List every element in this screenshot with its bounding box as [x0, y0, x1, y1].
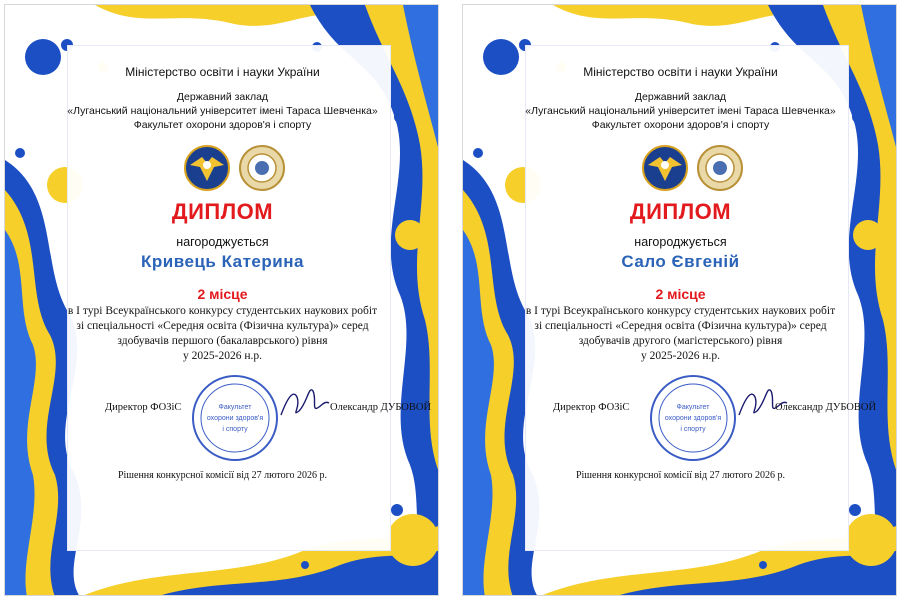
ministry-name: Міністерство освіти і науки України — [583, 65, 778, 79]
faculty-name: Факультет охорони здоров'я і спорту — [591, 119, 770, 131]
director-title: Директор ФОЗіС — [105, 402, 182, 413]
university-name: «Луганський національний університет імені Тараса Шевченка» — [67, 105, 378, 117]
faculty-stamp-icon — [190, 373, 280, 463]
recipient-name: Кривець Катерина — [141, 252, 304, 271]
stamp-text-2: охорони здоров'я — [206, 415, 264, 422]
diploma-card — [4, 4, 439, 596]
faculty-stamp-icon — [648, 373, 738, 463]
faculty-emblem-icon — [240, 146, 284, 190]
awarded-label: нагороджується — [634, 235, 727, 249]
diploma-title: ДИПЛОМ — [171, 199, 274, 224]
director-name: Олександр ДУБОВОЙ — [330, 402, 432, 413]
commission-decision: Рішення конкурсної комісії від 27 лютого 2026 р. — [117, 470, 328, 481]
place-label: 2 місце — [655, 286, 706, 302]
stamp-text-3: і спорту — [680, 426, 706, 433]
stamp-text-1: Факультет — [676, 404, 710, 411]
institution-type: Державний заклад — [176, 91, 269, 103]
diploma-card — [462, 4, 897, 596]
faculty-emblem-icon — [698, 146, 742, 190]
award-text-line-3: здобувачів другого (магістерського) рівня — [578, 335, 783, 347]
university-emblem-icon — [643, 146, 687, 190]
director-title: Директор ФОЗіС — [553, 402, 630, 413]
place-label: 2 місце — [197, 286, 248, 302]
faculty-name: Факультет охорони здоров'я і спорту — [133, 119, 312, 131]
director-name: Олександр ДУБОВОЙ — [775, 402, 877, 413]
award-text-line-1: в І турі Всеукраїнського конкурсу студентських наукових робіт — [525, 305, 836, 317]
ministry-name: Міністерство освіти і науки України — [125, 65, 320, 79]
award-text-line-2: зі спеціальності «Середня освіта (Фізична культура)» серед — [76, 320, 369, 332]
stamp-text-3: і спорту — [222, 426, 248, 433]
award-text-line-2: зі спеціальності «Середня освіта (Фізична культура)» серед — [534, 320, 827, 332]
emblems — [180, 143, 290, 193]
university-emblem-icon — [185, 146, 229, 190]
stamp-text-2: охорони здоров'я — [664, 415, 722, 422]
award-text-line-4: у 2025-2026 н.р. — [641, 350, 720, 362]
commission-decision: Рішення конкурсної комісії від 27 лютого 2026 р. — [575, 470, 786, 481]
award-text-line-1: в І турі Всеукраїнського конкурсу студентських наукових робіт — [67, 305, 378, 317]
award-text-line-3: здобувачів першого (бакалаврського) рівня — [117, 335, 328, 347]
recipient-name: Сало Євгеній — [621, 252, 740, 271]
awarded-label: нагороджується — [176, 235, 269, 249]
institution-type: Державний заклад — [634, 91, 727, 103]
award-text-line-4: у 2025-2026 н.р. — [183, 350, 262, 362]
university-name: «Луганський національний університет імені Тараса Шевченка» — [525, 105, 836, 117]
diploma-title: ДИПЛОМ — [629, 199, 732, 224]
signature-icon — [273, 377, 333, 427]
stamp-text-1: Факультет — [218, 404, 252, 411]
emblems — [638, 143, 748, 193]
